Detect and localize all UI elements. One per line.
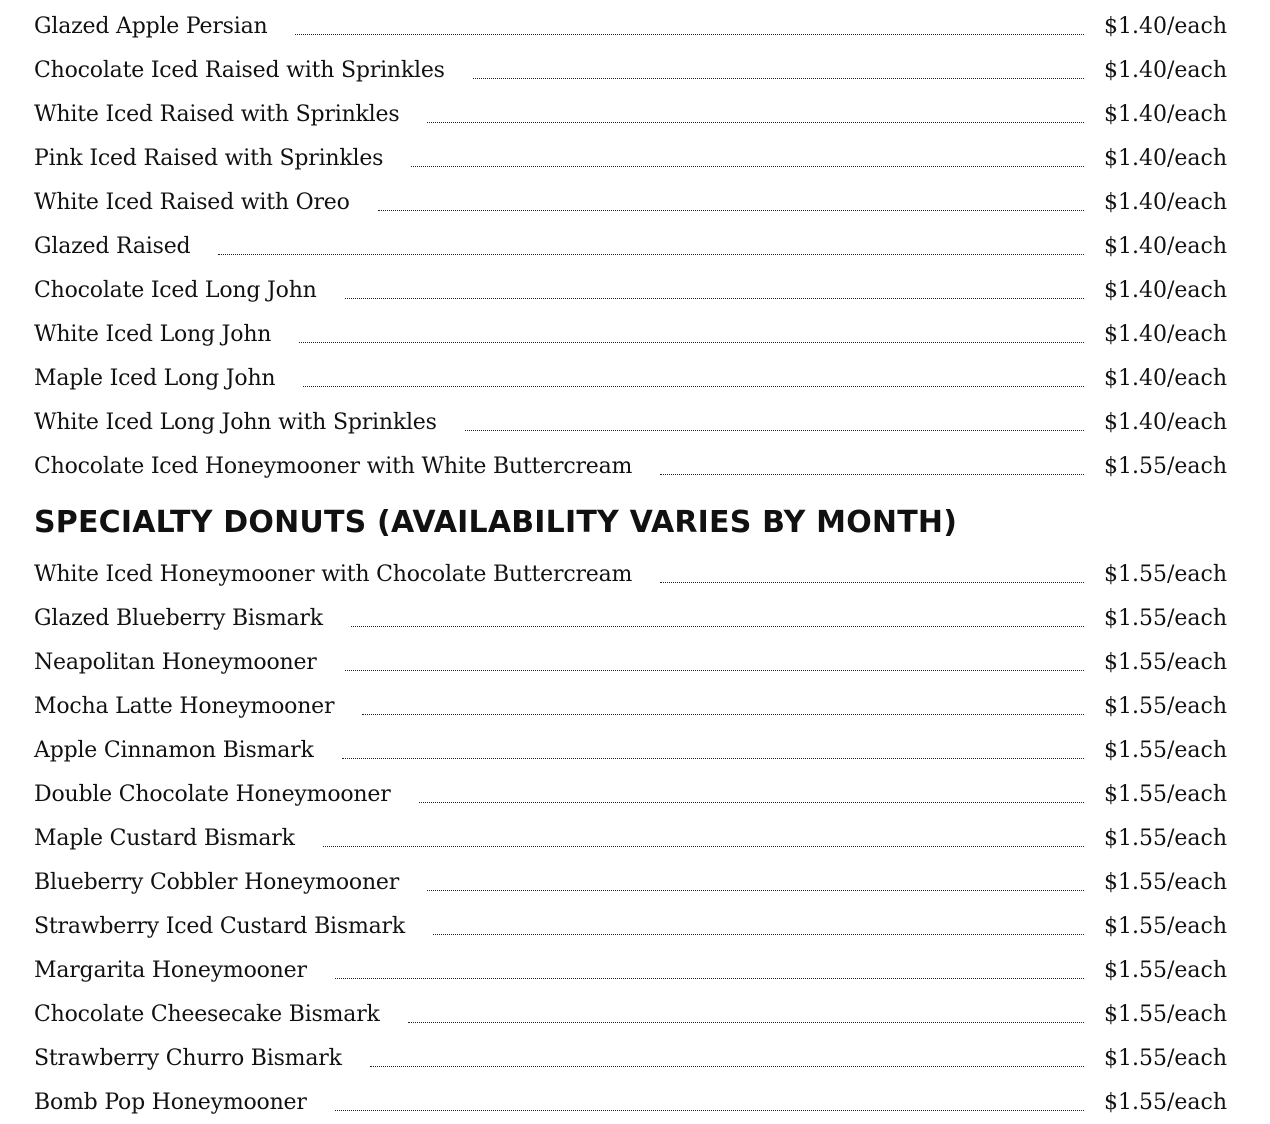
dot-leader: [465, 430, 1084, 431]
menu-item: [34, 400, 1226, 444]
menu-item: [34, 684, 1226, 728]
item-name: White Iced Honeymooner with Chocolate Buttercream: [34, 561, 633, 587]
item-name: Maple Custard Bismark: [34, 825, 295, 851]
item-name: Neapolitan Honeymooner: [34, 649, 317, 675]
dot-leader: [433, 934, 1084, 935]
dot-leader: [378, 210, 1084, 211]
item-price: $1.55/each: [1104, 737, 1228, 763]
item-name: Margarita Honeymooner: [34, 957, 307, 983]
dot-leader: [660, 474, 1084, 475]
menu-item: [34, 728, 1226, 772]
menu-item: [34, 992, 1226, 1036]
dot-leader: [345, 298, 1084, 299]
dot-leader: [660, 582, 1084, 583]
item-name: White Iced Raised with Sprinkles: [34, 101, 400, 127]
dot-leader: [411, 166, 1084, 167]
menu-item: [34, 640, 1226, 684]
menu-item: [34, 312, 1226, 356]
menu-item: [34, 224, 1226, 268]
item-price: $1.40/each: [1104, 321, 1228, 347]
dot-leader: [370, 1066, 1084, 1067]
menu-item: [34, 1036, 1226, 1080]
menu-item: [34, 816, 1226, 860]
item-price: $1.55/each: [1104, 1001, 1228, 1027]
dot-leader: [362, 714, 1084, 715]
menu-section-specialty: [34, 488, 1226, 1124]
dot-leader: [299, 342, 1084, 343]
item-name: White Iced Raised with Oreo: [34, 189, 350, 215]
dot-leader: [427, 890, 1084, 891]
item-price: $1.40/each: [1104, 145, 1228, 171]
item-price: $1.55/each: [1104, 1089, 1228, 1115]
menu-item: [34, 772, 1226, 816]
item-name: Glazed Raised: [34, 233, 191, 259]
item-name: Mocha Latte Honeymooner: [34, 693, 335, 719]
section-heading: SPECIALTY DONUTS (AVAILABILITY VARIES BY MONTH): [34, 504, 958, 540]
dot-leader: [335, 1110, 1084, 1111]
item-price: $1.55/each: [1104, 605, 1228, 631]
item-name: Chocolate Iced Long John: [34, 277, 317, 303]
item-name: Glazed Blueberry Bismark: [34, 605, 323, 631]
dot-leader: [351, 626, 1084, 627]
dot-leader: [218, 254, 1084, 255]
item-name: Chocolate Cheesecake Bismark: [34, 1001, 380, 1027]
item-name: Chocolate Iced Raised with Sprinkles: [34, 57, 445, 83]
item-name: Bomb Pop Honeymooner: [34, 1089, 307, 1115]
item-price: $1.55/each: [1104, 869, 1228, 895]
menu-item: [34, 444, 1226, 488]
item-price: $1.40/each: [1104, 57, 1228, 83]
item-price: $1.55/each: [1104, 453, 1228, 479]
item-price: $1.55/each: [1104, 1045, 1228, 1071]
item-name: Glazed Apple Persian: [34, 13, 268, 39]
item-price: $1.40/each: [1104, 409, 1228, 435]
item-price: $1.40/each: [1104, 189, 1228, 215]
dot-leader: [427, 122, 1084, 123]
dot-leader: [335, 978, 1084, 979]
item-price: $1.40/each: [1104, 101, 1228, 127]
dot-leader: [473, 78, 1084, 79]
dot-leader: [345, 670, 1084, 671]
menu-item: [34, 268, 1226, 312]
item-price: $1.55/each: [1104, 781, 1228, 807]
menu-item: [34, 552, 1226, 596]
item-name: White Iced Long John: [34, 321, 272, 347]
dot-leader: [408, 1022, 1084, 1023]
item-price: $1.40/each: [1104, 13, 1228, 39]
item-name: Apple Cinnamon Bismark: [34, 737, 314, 763]
menu-item: [34, 1080, 1226, 1124]
menu-item: [34, 948, 1226, 992]
dot-leader: [303, 386, 1084, 387]
dot-leader: [342, 758, 1084, 759]
dot-leader: [323, 846, 1084, 847]
item-name: Pink Iced Raised with Sprinkles: [34, 145, 384, 171]
item-price: $1.40/each: [1104, 233, 1228, 259]
item-name: Chocolate Iced Honeymooner with White Buttercream: [34, 453, 633, 479]
menu-item: [34, 92, 1226, 136]
item-price: $1.55/each: [1104, 693, 1228, 719]
menu-item: [34, 136, 1226, 180]
item-name: Maple Iced Long John: [34, 365, 276, 391]
menu-item: [34, 860, 1226, 904]
menu-item: [34, 180, 1226, 224]
menu-item: [34, 4, 1226, 48]
dot-leader: [419, 802, 1084, 803]
item-price: $1.55/each: [1104, 825, 1228, 851]
menu-item: [34, 48, 1226, 92]
item-price: $1.55/each: [1104, 649, 1228, 675]
item-price: $1.55/each: [1104, 957, 1228, 983]
item-price: $1.55/each: [1104, 913, 1228, 939]
item-name: Strawberry Iced Custard Bismark: [34, 913, 406, 939]
item-price: $1.55/each: [1104, 561, 1228, 587]
dot-leader: [295, 34, 1084, 35]
item-price: $1.40/each: [1104, 277, 1228, 303]
menu-item: [34, 596, 1226, 640]
donut-menu: [34, 4, 1226, 1124]
item-name: Strawberry Churro Bismark: [34, 1045, 342, 1071]
item-name: Double Chocolate Honeymooner: [34, 781, 391, 807]
menu-section-standard: [34, 4, 1226, 488]
menu-item: [34, 904, 1226, 948]
menu-item: [34, 356, 1226, 400]
item-name: Blueberry Cobbler Honeymooner: [34, 869, 400, 895]
item-price: $1.40/each: [1104, 365, 1228, 391]
item-name: White Iced Long John with Sprinkles: [34, 409, 437, 435]
